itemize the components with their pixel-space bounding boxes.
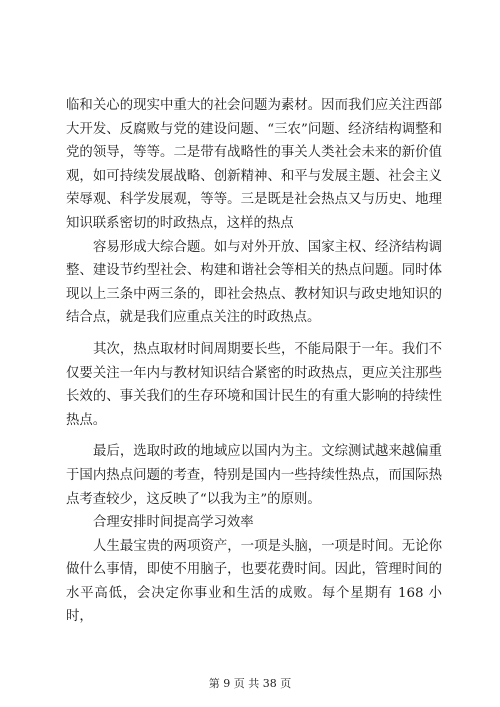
- page-footer: 第 9 页 共 38 页: [208, 677, 292, 690]
- paragraph: 容易形成大综合题。如与对外开放、国家主权、经济结构调整、建设节约型社会、构建和谐社会等相关的热点问题。同时体现以上三条中两三条的，即社会热点、教材知识与政史地知识的结合点，就是我们应重点关注的时政热点。: [66, 239, 442, 326]
- paragraph: 最后，选取时政的地域应以国内为主。文综测试越来越偏重于国内热点问题的考查，特别是国内一些持续性热点，而国际热点考查较少，这反映了“以我为主”的原则。: [66, 444, 442, 507]
- paragraph: 其次，热点取材时间周期要长些，不能局限于一年。我们不仅要关注一年内与教材知识结合紧密的时政热点，更应关注那些长效的、事关我们的生存环境和国计民生的有重大影响的持续性热点。: [66, 341, 442, 428]
- paragraph: 临和关心的现实中重大的社会问题为素材。因而我们应关注西部大开发、反腐败与党的建设问题、“三农”问题、经济结构调整和党的领导，等等。二是带有战略性的事关人类社会未来的新价值观，如可持续发展战略、创新精神、和平与发展主题、社会主义荣辱观、科学发展观，等等。三是既是社会热点又与历史、地理知识联系密切的时政热点，这样的热点: [66, 98, 442, 231]
- paragraph: 人生最宝贵的两项资产，一项是头脑，一项是时间。无论你做什么事情，即使不用脑子，也要花费时间。因此，管理时间的水平高低，会决定你事业和生活的成败。每个星期有 168 小时，: [66, 538, 442, 625]
- document-body: [66, 94, 442, 629]
- section-heading: 合理安排时间提高学习效率: [93, 515, 254, 531]
